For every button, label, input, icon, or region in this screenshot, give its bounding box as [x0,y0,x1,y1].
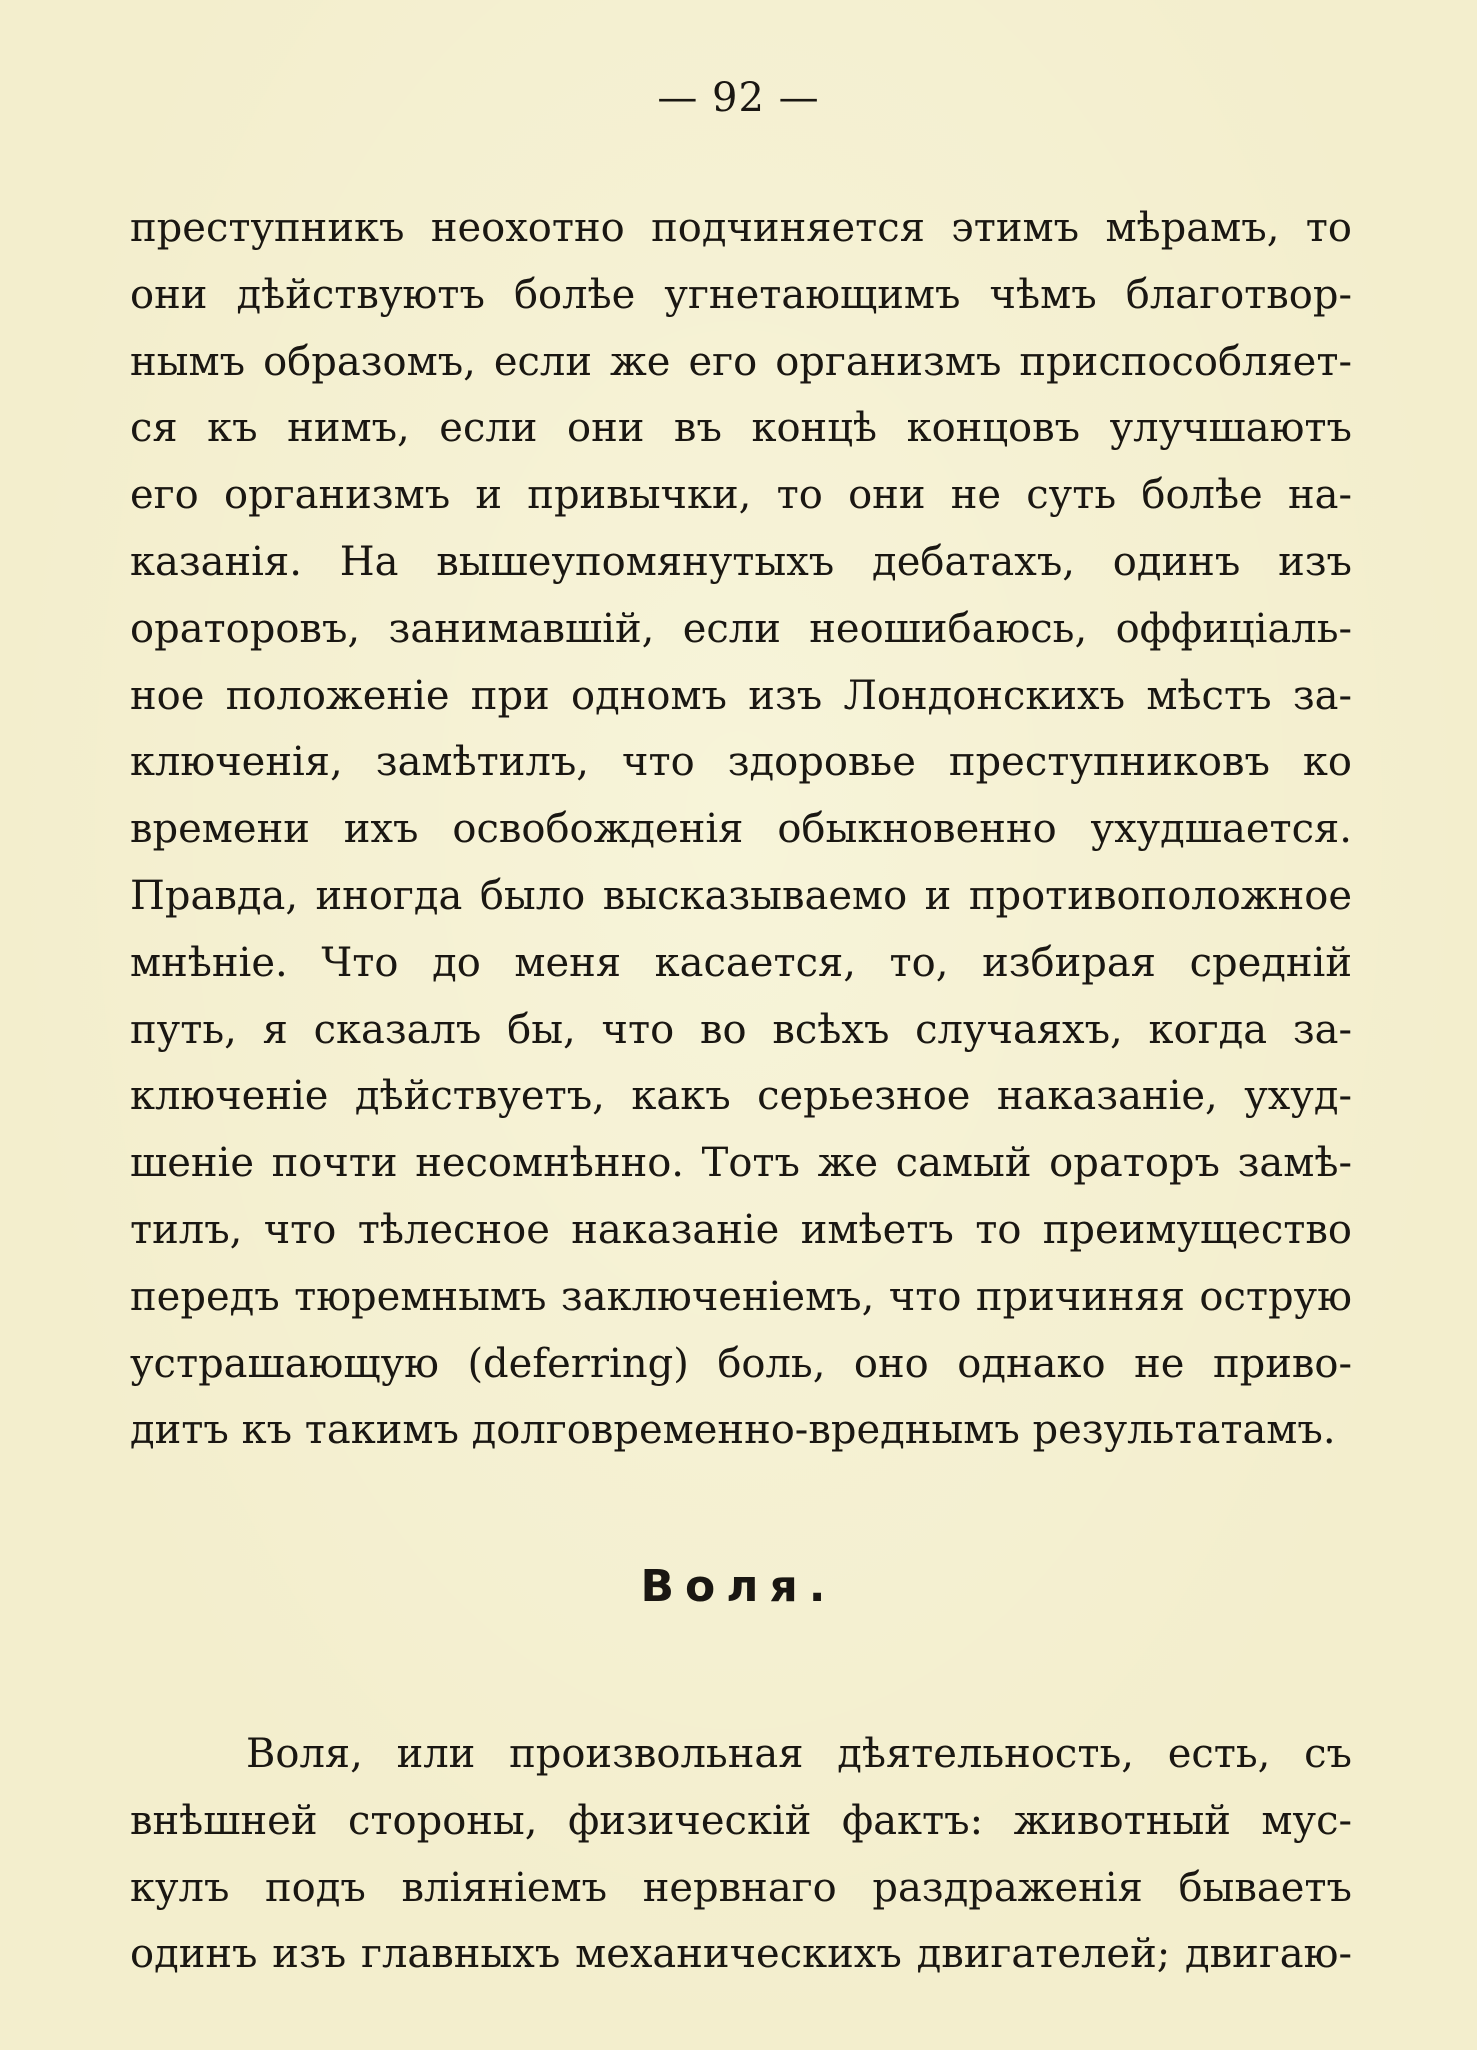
text-line: передъ тюремнымъ заключеніемъ, что причиняя острую [130,1273,1352,1320]
text-line: Воля, или произвольная дѣятельность, есть, съ [246,1731,1352,1777]
text-line: путь, я сказалъ бы, что во всѣхъ случаяхъ, когда за- [130,1006,1352,1053]
page-number: — 92 — [657,75,820,121]
text-line: ся къ нимъ, если они въ концѣ концовъ улучшаютъ [130,405,1352,452]
text-line: ключеніе дѣйствуетъ, какъ серьезное наказаніе, ухуд- [130,1073,1352,1120]
text-line: нымъ образомъ, если же его организмъ приспособляет- [130,338,1352,385]
text-line: его организмъ и привычки, то они не суть болѣе на- [130,472,1352,519]
text-line: ключенія, замѣтилъ, что здоровье преступниковъ ко [130,739,1352,786]
text-line: дитъ къ такимъ долговременно-вреднымъ результатамъ. [130,1407,1336,1454]
paragraph-criminal-punishment [130,195,1352,1464]
text-line: преступникъ неохотно подчиняется этимъ мѣрамъ, то [130,205,1352,251]
text-line: Правда, иногда было высказываемо и противоположное [130,872,1352,919]
text-line: устрашающую (deferring) боль, оно однако не приво- [130,1340,1352,1387]
text-line: они дѣйствуютъ болѣе угнетающимъ чѣмъ благотвор- [130,271,1352,318]
text-line: времени ихъ освобожденія обыкновенно ухудшается. [130,806,1352,853]
text-line: тилъ, что тѣлесное наказаніе имѣетъ то преимущество [130,1206,1352,1253]
text-line: ное положеніе при одномъ изъ Лондонскихъ мѣстъ за- [130,672,1352,719]
text-line: внѣшней стороны, физическій фактъ: животный мус- [130,1797,1352,1844]
paragraph-will [130,1721,1352,1988]
text-line: казанія. На вышеупомянутыхъ дебатахъ, одинъ изъ [130,538,1352,585]
text-line: шеніе почти несомнѣнно. Тотъ же самый ораторъ замѣ- [130,1140,1352,1187]
text-line: одинъ изъ главныхъ механическихъ двигателей; двигаю- [130,1931,1352,1978]
text-line: ораторовъ, занимавшій, если неошибаюсь, оффиціаль- [130,605,1352,652]
text-line: кулъ подъ вліяніемъ нервнаго раздраженія бываетъ [130,1864,1352,1911]
section-heading-will: Воля. [640,1561,837,1612]
text-line: мнѣніе. Что до меня касается, то, избирая средній [130,939,1352,986]
